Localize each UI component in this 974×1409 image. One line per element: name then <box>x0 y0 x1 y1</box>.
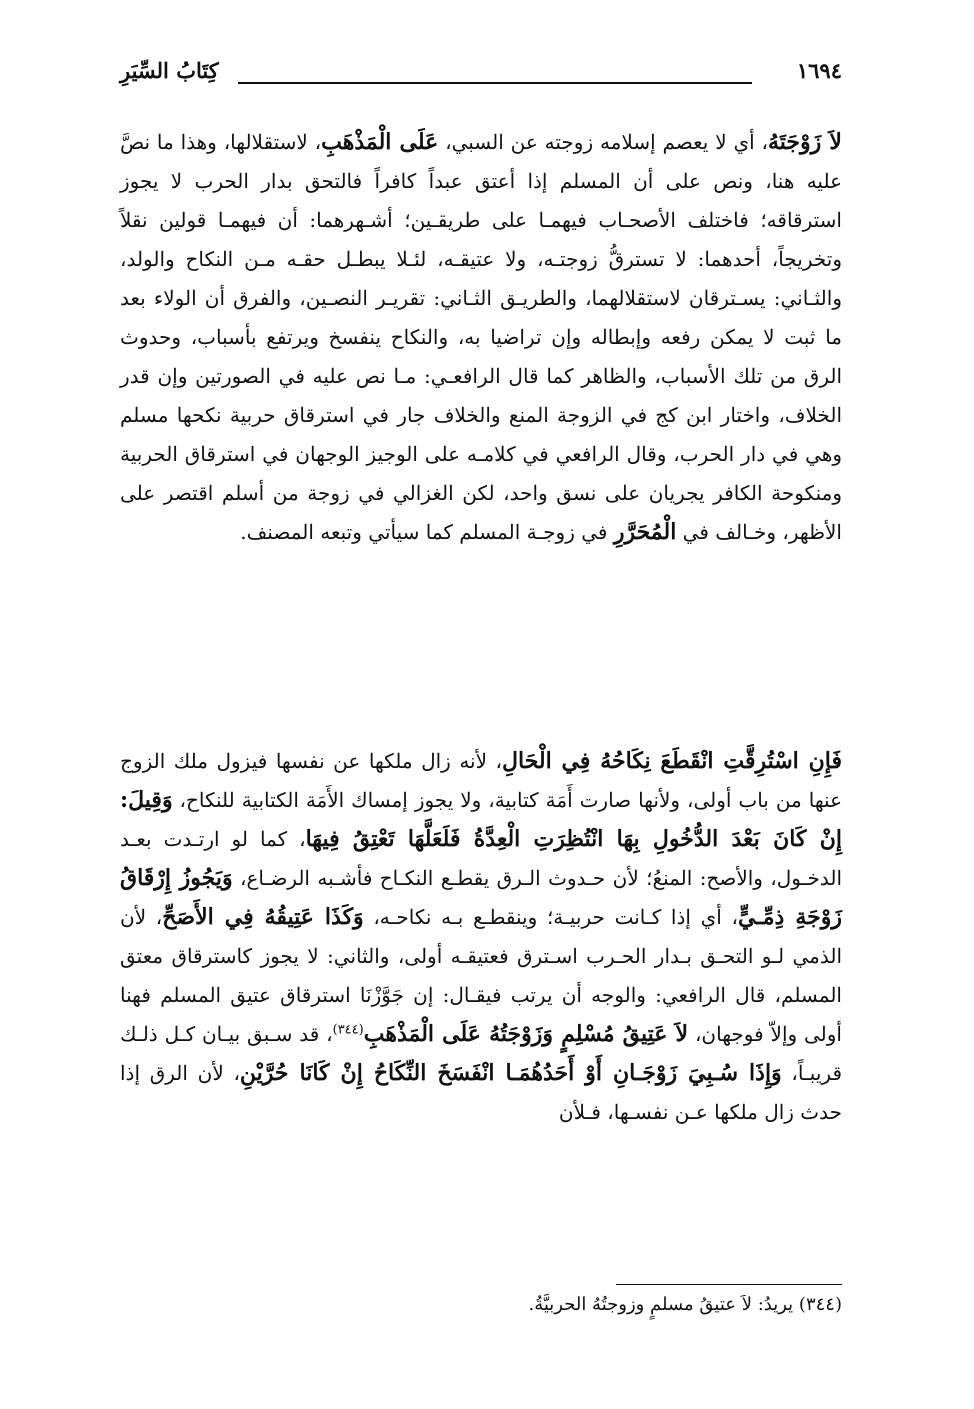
matn-phrase: وَكَذَا عَتِيقُهُ فِي الأَصَحِّ <box>162 904 364 930</box>
commentary-text: ، كما لو ارتـدت بعـد الدخـول، والأصح: المنعُ؛ لأن حـدوث الـرق يقطـع النكـاح فأشـبه الرضـاع، <box>120 827 842 890</box>
paragraph-1 <box>120 123 842 552</box>
matn-phrase: وَيَجُوزُ إِرْقَاقُ زَوْجَةِ ذِمِّـيٍّ <box>120 865 842 930</box>
commentary-text: ، أي إذا كـانت حربيـة؛ وينقطـع بـه نكاحـه، <box>363 905 738 929</box>
header-rule <box>238 82 752 84</box>
paragraph-text <box>120 742 842 1132</box>
commentary-text: ، أي لا يعصم إسلامه زوجته عن السبي، <box>438 130 768 154</box>
matn-phrase: فَإِنِ اسْتُرِقَّتِ انْقَطَعَ نِكَاحُهُ فِي الْحَالِ <box>502 748 842 774</box>
matn-phrase: وَإِذَا سُـبِيَ زَوْجَـانِ أَوْ أَحَدُهُمَـا انْفَسَخَ النِّكَاحُ إِنْ كَانَا حُرَّيْنِ <box>239 1060 782 1086</box>
footnote-rule <box>616 1284 842 1285</box>
matn-phrase: وَقِيلَ: إِنْ كَانَ بَعْدَ الدُّخُولِ بِهَا انْتُظِرَتِ الْعِدَّةُ فَلَعَلَّهَا تَعْتِقُ فِيهَا <box>120 787 842 852</box>
commentary-text: في زوجـة المسلم كما سيأتي وتبعه المصنف. <box>240 520 614 544</box>
commentary-text: ، قد سـبق بيـان كـل ذلـك قريبـاً، <box>120 1022 843 1085</box>
commentary-text: ، لأن الرق إذا حدث زال ملكها عـن نفسـها، فـلأن <box>120 1061 842 1124</box>
page-header <box>120 58 842 92</box>
running-title: كِتَابُ السِّيَرِ <box>120 58 219 83</box>
paragraph-2 <box>120 742 842 1132</box>
matn-phrase: الْمُحَرَّرِ <box>613 519 677 545</box>
matn-phrase: عَلَى الْمَذْهَبِ <box>321 129 439 155</box>
commentary-text: ، لأنه زال ملكها عن نفسها فيزول ملك الزوج عنها من باب أولى، ولأنها صارت أَمَة كتابية، ولا يجوز إمساك الأَمَة الكتابية للنكاح، <box>120 749 842 812</box>
matn-phrase: لاَ عَتِيقُ مُسْلِمٍ وَزَوْجَتُهُ عَلَى الْمَذْهَبِ <box>363 1021 689 1047</box>
commentary-text: ، لأن الذمي لـو التحـق بـدار الحـرب اسـترق فعتيقـه أولى، والثاني: لا يجوز كاسترقاق معتق المسلم، قال الرافعي: والوجه أن يرتب فيقـال: إن جَوَّزْنَا استرقاق عتيق المسلم فهنا أولى وإلاّ فوجهان، <box>120 905 842 1046</box>
footnote: (٣٤٤) يريدُ: لاَ عتيقُ مسلمٍ وزوجتُهُ الحربيَّةُ. <box>528 1294 842 1315</box>
page-number: ١٦٩٤ <box>796 58 842 83</box>
matn-phrase: لاَ زَوْجَتَهُ <box>768 129 842 155</box>
footnote-reference[interactable]: (٣٤٤) <box>332 1022 364 1038</box>
paragraph-text <box>120 123 842 552</box>
commentary-text: ، لاستقلالها، وهذا ما نصَّ عليه هنا، ونص على أن المسلم إذا أعتق عبداً كافراً فالتحق بدار الحرب لا يجوز استرقاقه؛ فاختلف الأصحـاب فيهمـا على طريقـين؛ أشـهرهما: أن فيهمـا قولين نقلاً وتخريجاً، أحدهما: لا تسترقُّ زوجتـه، ولا عتيقـه، لئـلا يبطـل حقـه مـن النكاح والولد، والثـاني: يسـترقان لاستقلالهما، والطريـق الثـاني: تقريـر النصـين، والفرق أن الولاء بعد ما ثبت لا يمكن رفعه وإبطاله وإن تراضيا به، والنكاح ينفسخ ويرتفع بأسباب، وحدوث الرق من تلك الأسباب، والظاهر كما قال الرافعـي: مـا نص عليه في الصورتين وإن قدر الخلاف، واختار ابن كج في الزوجة المنع والخلاف جار في استرقاق حربية نكحها مسلم وهي في دار الحرب، وقال الرافعي في كلامـه على الوجيز الوجهان في استرقاق الحربية ومنكوحة الكافر يجريان على نسق واحد، لكن الغزالي في زوجة من أسلم اقتصر على الأظهر، وخـالف في <box>120 130 843 544</box>
